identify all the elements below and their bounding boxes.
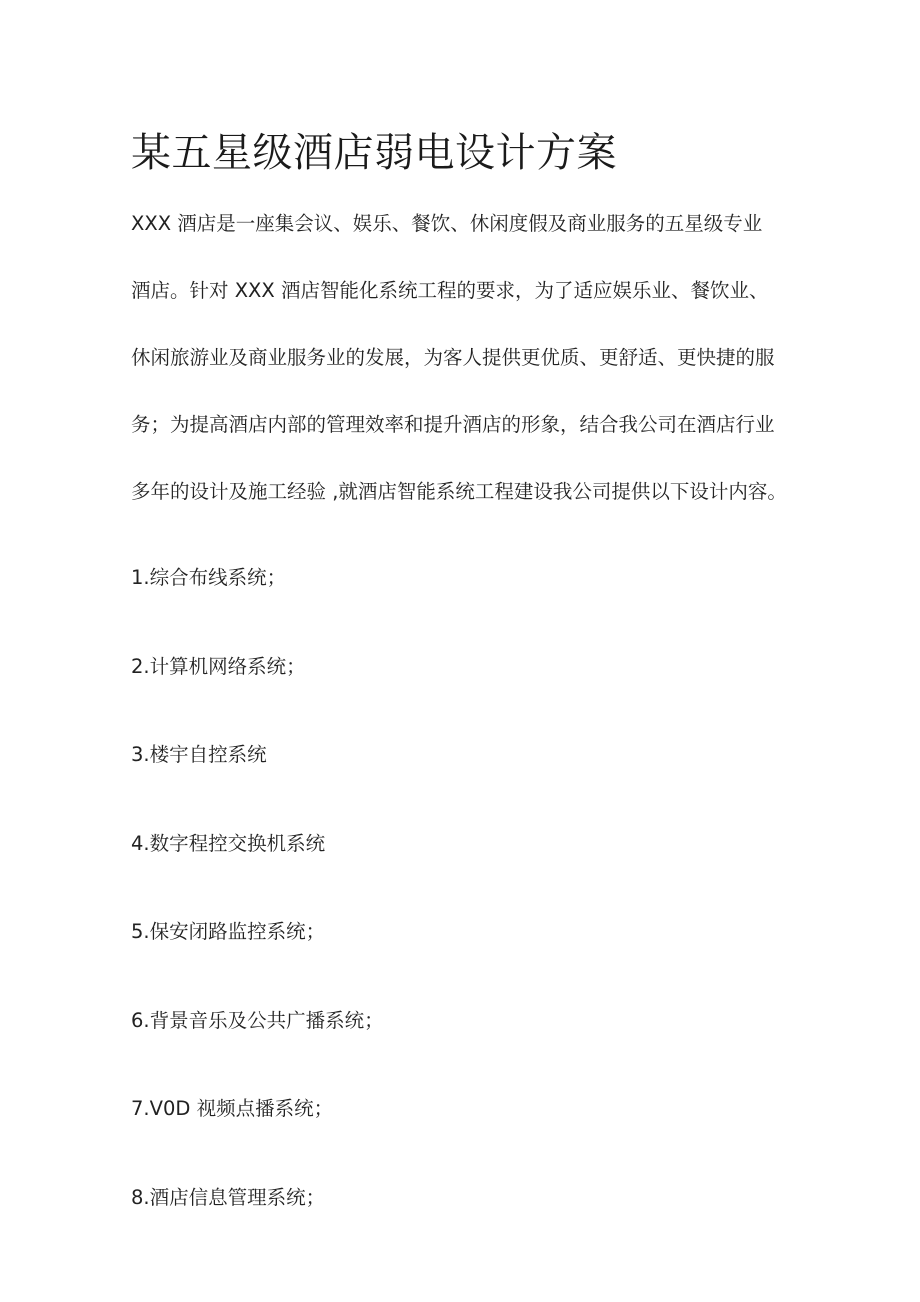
system-list	[131, 534, 795, 1242]
list-item: 1.综合布线系统；	[131, 566, 287, 589]
list-item: 5.保安闭路监控系统；	[131, 920, 326, 943]
list-item: 3.楼宇自控系统	[131, 743, 267, 766]
list-item: 4.数字程控交换机系统	[131, 831, 326, 855]
intro-paragraph	[131, 190, 795, 525]
intro-line: 多年的设计及施工经验 ,就酒店智能系统工程建设我公司提供以下设计内容。	[131, 480, 787, 503]
document-title: 某五星级酒店弱电设计方案	[131, 130, 617, 176]
intro-line: 休闲旅游业及商业服务业的发展，为客人提供更优质、更舒适、更快捷的服	[131, 346, 775, 369]
list-item: 8.酒店信息管理系统；	[131, 1185, 326, 1209]
list-item: 2.计算机网络系统；	[131, 654, 306, 678]
intro-line: 务；为提高酒店内部的管理效率和提升酒店的形象，结合我公司在酒店行业	[131, 413, 775, 436]
list-item: 6.背景音乐及公共广播系统；	[131, 1008, 384, 1032]
intro-line: 酒店。针对 XXX 酒店智能化系统工程的要求，为了适应娱乐业、餐饮业、	[131, 279, 769, 302]
list-item: 7.V0D 视频点播系统；	[131, 1097, 334, 1120]
intro-line: XXX 酒店是一座集会议、娱乐、餐饮、休闲度假及商业服务的五星级专业	[131, 212, 763, 235]
